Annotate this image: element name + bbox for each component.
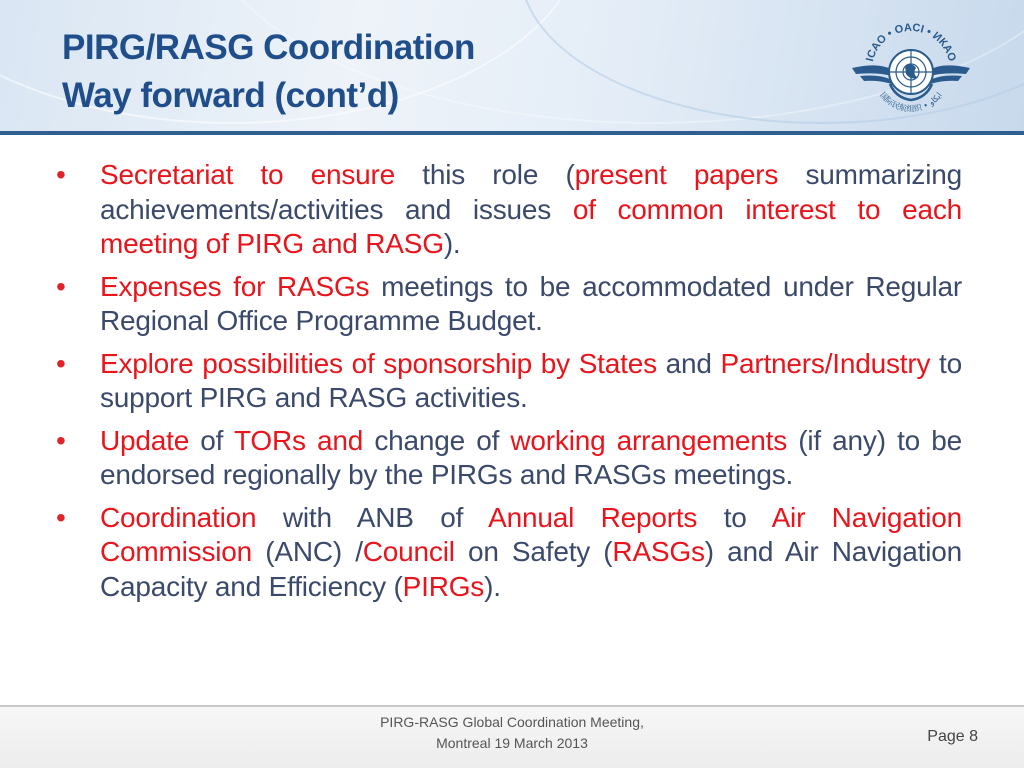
footer-meeting-line-1: PIRG-RASG Global Coordination Meeting, (380, 714, 644, 730)
highlighted-text: Partners/Industry (720, 347, 931, 379)
bullet-dot-icon: • (56, 159, 66, 190)
bullet-text: meetings to be accommodated under Regular Regional Office Programme Budget. (100, 270, 962, 336)
bullet-dot-icon: • (56, 270, 66, 302)
bullet-text: ). (484, 570, 501, 602)
bullet-dot-icon: • (56, 424, 66, 456)
highlighted-text: of common interest to each meeting of PIRG and RASG (100, 193, 962, 259)
bullet-text: with ANB of (256, 501, 489, 533)
highlighted-text: working arrangements (510, 424, 788, 456)
highlighted-text: Explore possibilities of sponsorship by States (100, 347, 657, 379)
highlighted-text: Air Navigation Commission (100, 501, 962, 567)
bullet-item (56, 347, 962, 416)
bullet-text: summarizing achievements/activities and issues (100, 159, 962, 225)
highlighted-text: Council (362, 536, 455, 567)
title-line-1: PIRG/RASG Coordination (62, 28, 475, 67)
bullet-item (56, 158, 962, 262)
bullet-text: change of (363, 424, 511, 456)
bullet-text: and (656, 347, 721, 379)
highlighted-text: Secretariat to ensure (100, 159, 396, 190)
footer-meeting-line-2: Montreal 19 March 2013 (436, 735, 588, 751)
bullet-list (56, 158, 962, 604)
bullet-dot-icon: • (56, 347, 66, 379)
logo-text: ICAO • OACI • ИКАО (864, 21, 958, 63)
slide-title (62, 24, 475, 120)
bullet-item (56, 501, 962, 605)
logo-bottom-text: 国际民航组织 • ايكاو (878, 90, 944, 114)
bullet-dot-icon: • (56, 501, 66, 533)
bullet-text: (ANC) / (252, 536, 363, 567)
title-line-2: Way forward (cont’d) (62, 76, 399, 115)
highlighted-text: Coordination (100, 501, 257, 533)
highlighted-text: TORs and (233, 424, 364, 456)
highlighted-text: PIRGs (402, 570, 485, 602)
bullet-text: to support PIRG and RASG activities. (100, 347, 963, 413)
bullet-text: ). (443, 228, 461, 259)
bullet-text: ) and Air Navigation Capacity and Efficiency ( (100, 536, 962, 602)
highlighted-text: Update (100, 424, 190, 456)
highlighted-text: Annual Reports (488, 501, 698, 533)
highlighted-text: present papers (574, 159, 779, 190)
page-number: Page 8 (927, 728, 978, 745)
bullet-item (56, 270, 962, 339)
slide-header (0, 0, 1024, 134)
highlighted-text: Expenses for RASGs (100, 270, 370, 302)
slide-body (56, 158, 962, 612)
highlighted-text: RASGs (612, 536, 705, 567)
bullet-item (56, 424, 962, 493)
header-divider (0, 131, 1024, 135)
bullet-text: (if any) to be endorsed regionally by the PIRGs and RASGs meetings. (100, 424, 962, 490)
bullet-text: on Safety ( (454, 536, 613, 567)
bullet-text: this role ( (395, 159, 575, 190)
bullet-text: of (189, 424, 234, 456)
footer-meeting-info (312, 712, 712, 754)
icao-emblem-icon (850, 10, 972, 128)
bullet-text: to (697, 501, 772, 533)
